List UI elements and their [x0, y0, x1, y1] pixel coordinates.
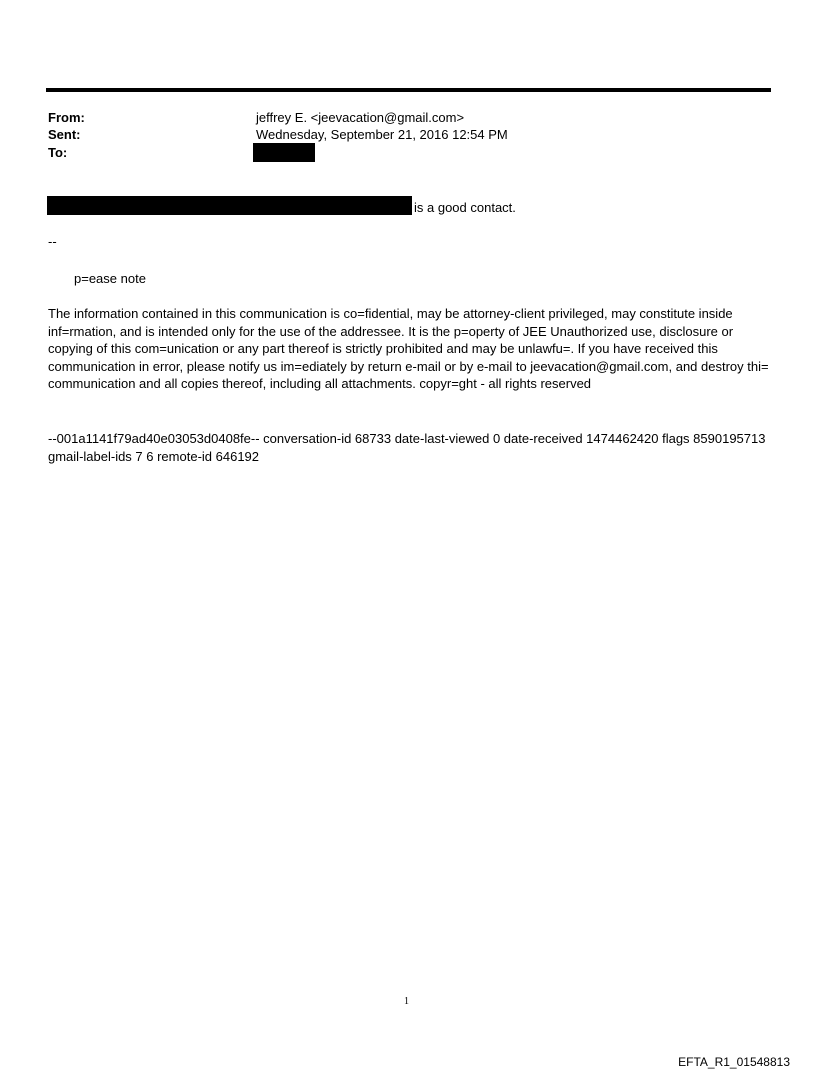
please-note: p=ease note — [74, 271, 146, 286]
disclaimer-paragraph: The information contained in this communication is co=fidential, may be attorney-client privileged, may constitute inside inf=rmation, and is intended only for the use of the addressee. It is the p=operty of JEE Unauthorized use, disclosure or copying of this com=unication or any part thereof is strictly prohibited and may be unlawfu=. If you have received this communication in error, please notify us im=ediately by return e-mail or by e-mail to jeevacation@gmail.com, and destroy thi= communication and all copies thereof, including all attachments. copyr=ght - all rights reserved — [48, 306, 769, 392]
sent-value: Wednesday, September 21, 2016 12:54 PM — [256, 127, 508, 142]
to-redaction — [253, 143, 315, 162]
header-rule — [46, 88, 771, 92]
to-label: To: — [48, 145, 68, 160]
from-label: From: — [48, 110, 85, 125]
email-metadata: --001a1141f79ad40e03053d0408fe-- conversation-id 68733 date-last-viewed 0 date-received 1474462420 flags 8590195713 gmail-label-ids 7 6 remote-id 646192 — [48, 431, 766, 464]
sent-label: Sent: — [48, 127, 81, 142]
contact-redaction — [47, 196, 412, 215]
signature-separator: -- — [48, 234, 57, 249]
page-number: 1 — [404, 996, 409, 1007]
contact-line: is a good contact. — [414, 200, 516, 215]
from-value: jeffrey E. <jeevacation@gmail.com> — [256, 110, 465, 125]
bates-number: EFTA_R1_01548813 — [678, 1055, 790, 1069]
